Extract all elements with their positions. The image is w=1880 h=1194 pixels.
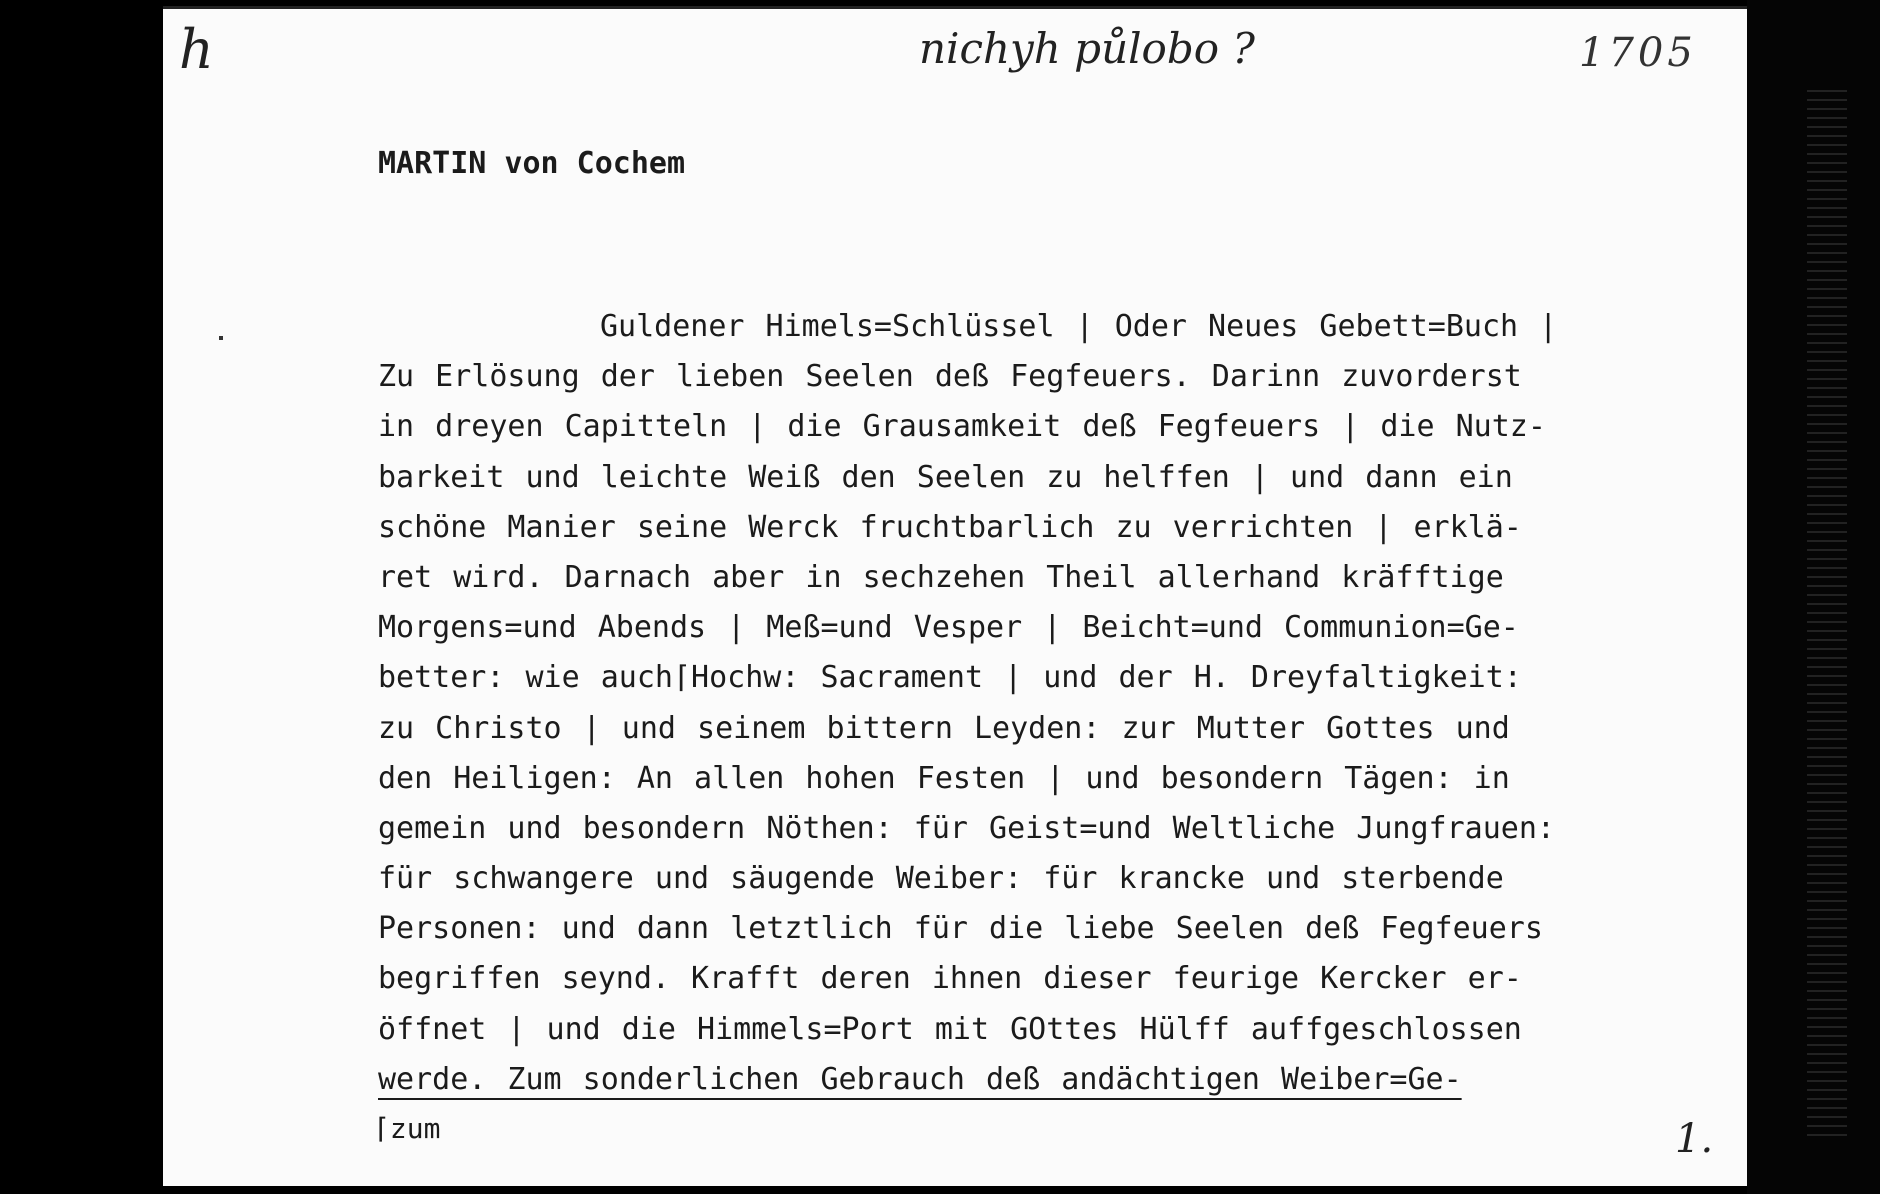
stray-mark: [219, 336, 223, 340]
author-heading: MARTIN von Cochem: [378, 146, 686, 181]
catalog-card: [163, 6, 1747, 1186]
scan-edge: [1747, 0, 1880, 1194]
text-line: ret wird. Darnach aber in sechzehen Theil allerhand kräfftige: [378, 559, 1504, 595]
text-line: öffnet | und die Himmels=Port mit GOttes Hülff auffgeschlossen: [378, 1011, 1522, 1047]
text-line: für schwangere und säugende Weiber: für krancke und sterbende: [378, 861, 1504, 897]
title-text: [378, 302, 1718, 1105]
catalog-number: 1705: [1579, 30, 1697, 76]
handwritten-note: nichyh půlobo ?: [919, 24, 1255, 73]
text-line: den Heiligen: An allen hohen Festen | und besondern Tägen: in: [378, 760, 1510, 796]
text-line: Guldener Himels=Schlüssel | Oder Neues Gebett=Buch |: [600, 309, 1558, 344]
page-number: 1.: [1675, 1116, 1714, 1162]
text-line: better: wie auch⌈Hochw: Sacrament | und der H. Dreyfaltigkeit:: [378, 660, 1522, 696]
handwritten-corner-mark: h: [179, 18, 214, 81]
text-line: begriffen seynd. Krafft deren ihnen dieser feurige Kercker er-: [378, 961, 1522, 997]
text-line: schöne Manier seine Werck fruchtbarlich zu verrichten | erklä-: [378, 509, 1522, 545]
text-line-underlined: werde. Zum sonderlichen Gebrauch deß andächtigen Weiber=Ge-: [378, 1061, 1462, 1097]
text-line: Zu Erlösung der lieben Seelen deß Fegfeuers. Darinn zuvorderst: [378, 359, 1522, 395]
text-line: Personen: und dann letztlich für die liebe Seelen deß Fegfeuers: [378, 911, 1543, 947]
text-line: Morgens=und Abends | Meß=und Vesper | Beicht=und Communion=Ge-: [378, 610, 1519, 646]
text-line: zu Christo | und seinem bittern Leyden: zur Mutter Gottes und: [378, 710, 1510, 746]
text-line: in dreyen Capitteln | die Grausamkeit deß Fegfeuers | die Nutz-: [378, 409, 1546, 445]
text-line: gemein und besondern Nöthen: für Geist=und Weltliche Jungfrauen:: [378, 810, 1555, 846]
continuation-text: ⌈zum: [373, 1112, 441, 1145]
text-line: barkeit und leichte Weiß den Seelen zu helffen | und dann ein: [378, 459, 1513, 495]
